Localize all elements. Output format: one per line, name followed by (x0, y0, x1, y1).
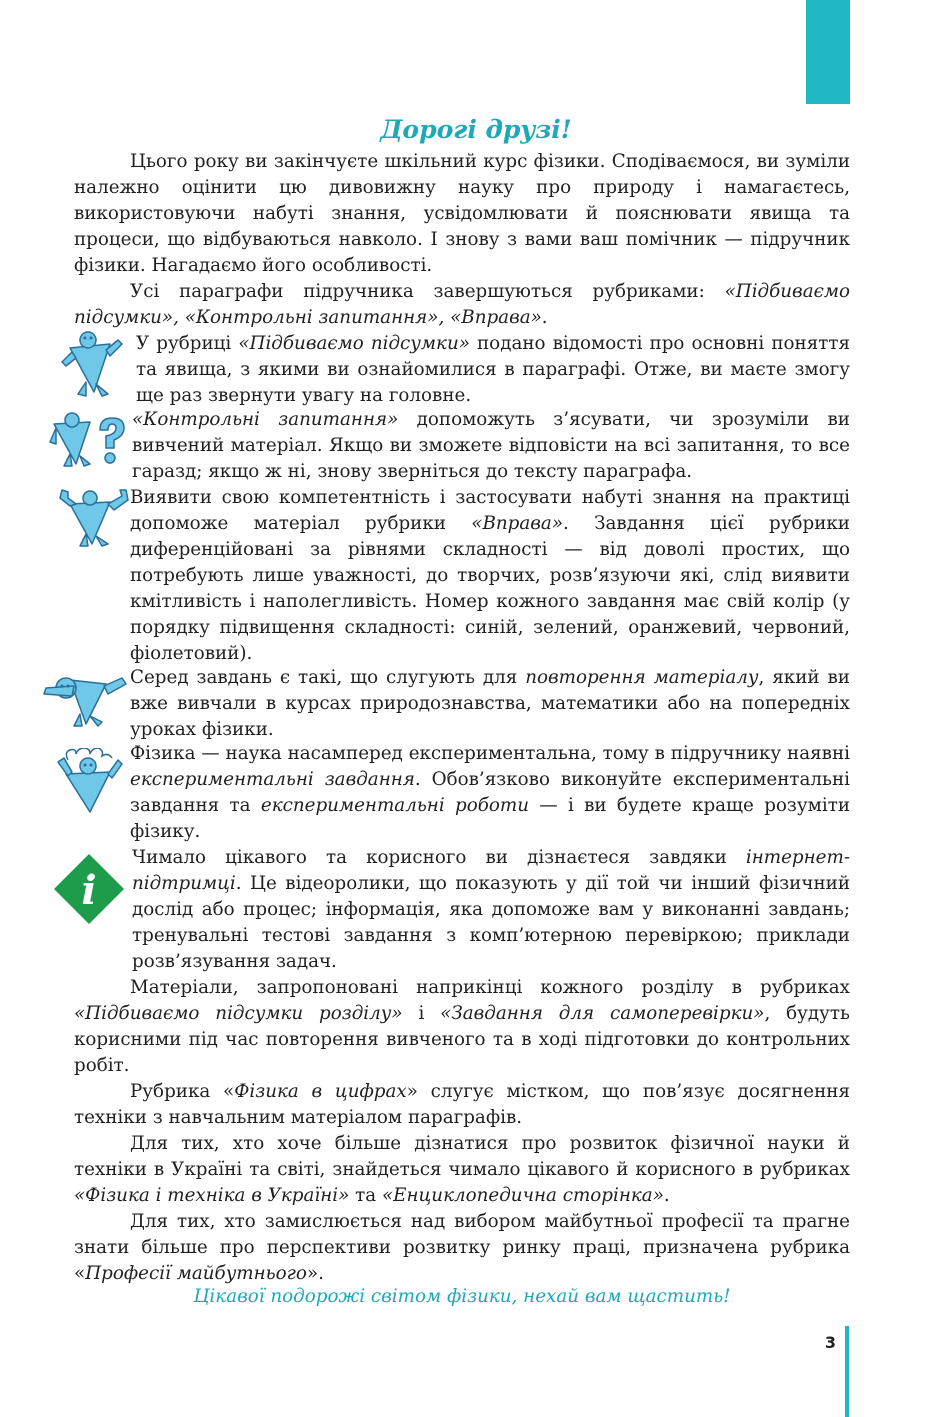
review-mascot-icon (40, 670, 130, 728)
questions-rubric-paragraph: «Контрольні запитання» допоможуть з’ясувати, чи зрозуміли ви вивчений матеріал. Якщо ви зможете відповісти на всі запитання, то все гаразд; якщо ж ні, знову зверніться до тексту параграфа. (132, 409, 850, 482)
closing-rubrics-section (74, 975, 850, 1287)
rubrics-intro-paragraph: Усі параграфи підручника завершуються рубриками: «Підбиваємо підсумки», «Контрольні запитання», «Вправа». (74, 281, 850, 328)
exercise-rubric-paragraph: Виявити свою компетентність і застосувати набуті знання на практиці допоможе матеріал рубрики «Вправа». Завдання цієї рубрики диференційовані за рівнями складності — від доволі простих, що потребують лише уважності, до творчих, розв’язуючи які, слід виявити кмітливість і наполегливість. Номер кожного завдання має свій колір (у порядку підвищення складності: синій, зелений, оранжевий, червоний, фіолетовий). (130, 487, 850, 664)
professions-rubric-paragraph: Для тих, хто замислюється над вибором майбутньої професії та прагне знати більше про перспективи розвитку ринку праці, призначена рубрика «Професії майбутнього». (74, 1211, 850, 1284)
review-rubric-paragraph: Серед завдань є такі, що слугують для повторення матеріалу, який ви вже вивчали в курсах природознавства, математики або на попередніх уроках фізики. (130, 667, 850, 740)
questions-mascot-icon (48, 412, 130, 468)
page-number: 3 (824, 1333, 836, 1352)
summary-rubric-paragraph: У рубриці «Підбиваємо підсумки» подано відомості про основні поняття та явища, з якими ви ознайомилися в параграфі. Отже, ви маєте змогу ще раз звернути увагу на головне. (136, 333, 850, 406)
summary-mascot-icon (58, 330, 128, 398)
intro-paragraph: Цього року ви закінчуєте шкільний курс фізики. Сподіваємося, ви зуміли належно оцінити цю дивовижну науку про природу і намагаєтесь, використовуючи набуті знання, усвідомлювати й пояснювати явища та процеси, що відбуваються навколо. І знову з вами ваш помічник — підручник фізики. Нагадаємо його особливості. (74, 151, 850, 276)
page-title: Дорогі друзі! (380, 115, 572, 144)
experiment-mascot-icon (54, 748, 126, 814)
intro-section (74, 149, 850, 331)
section-materials-paragraph: Матеріали, запропоновані наприкінці кожного розділу в рубриках «Підбиваємо підсумки розділу» і «Завдання для самоперевірки», будуть корисними під час повторення вивченого та в ході підготовки до контрольних робіт. (74, 977, 850, 1076)
experiment-rubric-paragraph: Фізика — наука насамперед експериментальна, тому в підручнику наявні експериментальні завдання. Обов’язково виконуйте експериментальні завдання та експериментальні роботи — і ви будете краще розуміти фізику. (130, 743, 850, 842)
internet-support-paragraph: Чимало цікавого та корисного ви дізнаєтеся завдяки інтернет-підтримці. Це відеоролики, що показують у дії той чи інший фізичний дослід або процес; інформація, яка допоможе вам у виконанні завдань; тренувальні тестові завдання з комп’ютерною перевіркою; приклади розв’язування задач. (132, 847, 850, 972)
svg-text:i: i (81, 867, 97, 914)
exercise-mascot-icon (56, 488, 130, 548)
page-corner-tab (806, 0, 850, 104)
history-rubric-paragraph: Для тих, хто хоче більше дізнатися про розвиток фізичної науки й техніки в Україні та світі, знайдеться чимало цікавого й корисного в рубриках «Фізика і техніка в Україні» та «Енциклопедична сторінка». (74, 1133, 850, 1206)
page-number-rule (845, 1326, 849, 1417)
closing-wish: Цікавої подорожі світом фізики, нехай вам щастить! (193, 1286, 731, 1307)
info-icon (52, 852, 126, 926)
numbers-rubric-paragraph: Рубрика «Фізика в цифрах» слугує містком, що пов’язує досягнення техніки з навчальним матеріалом параграфів. (74, 1081, 850, 1128)
